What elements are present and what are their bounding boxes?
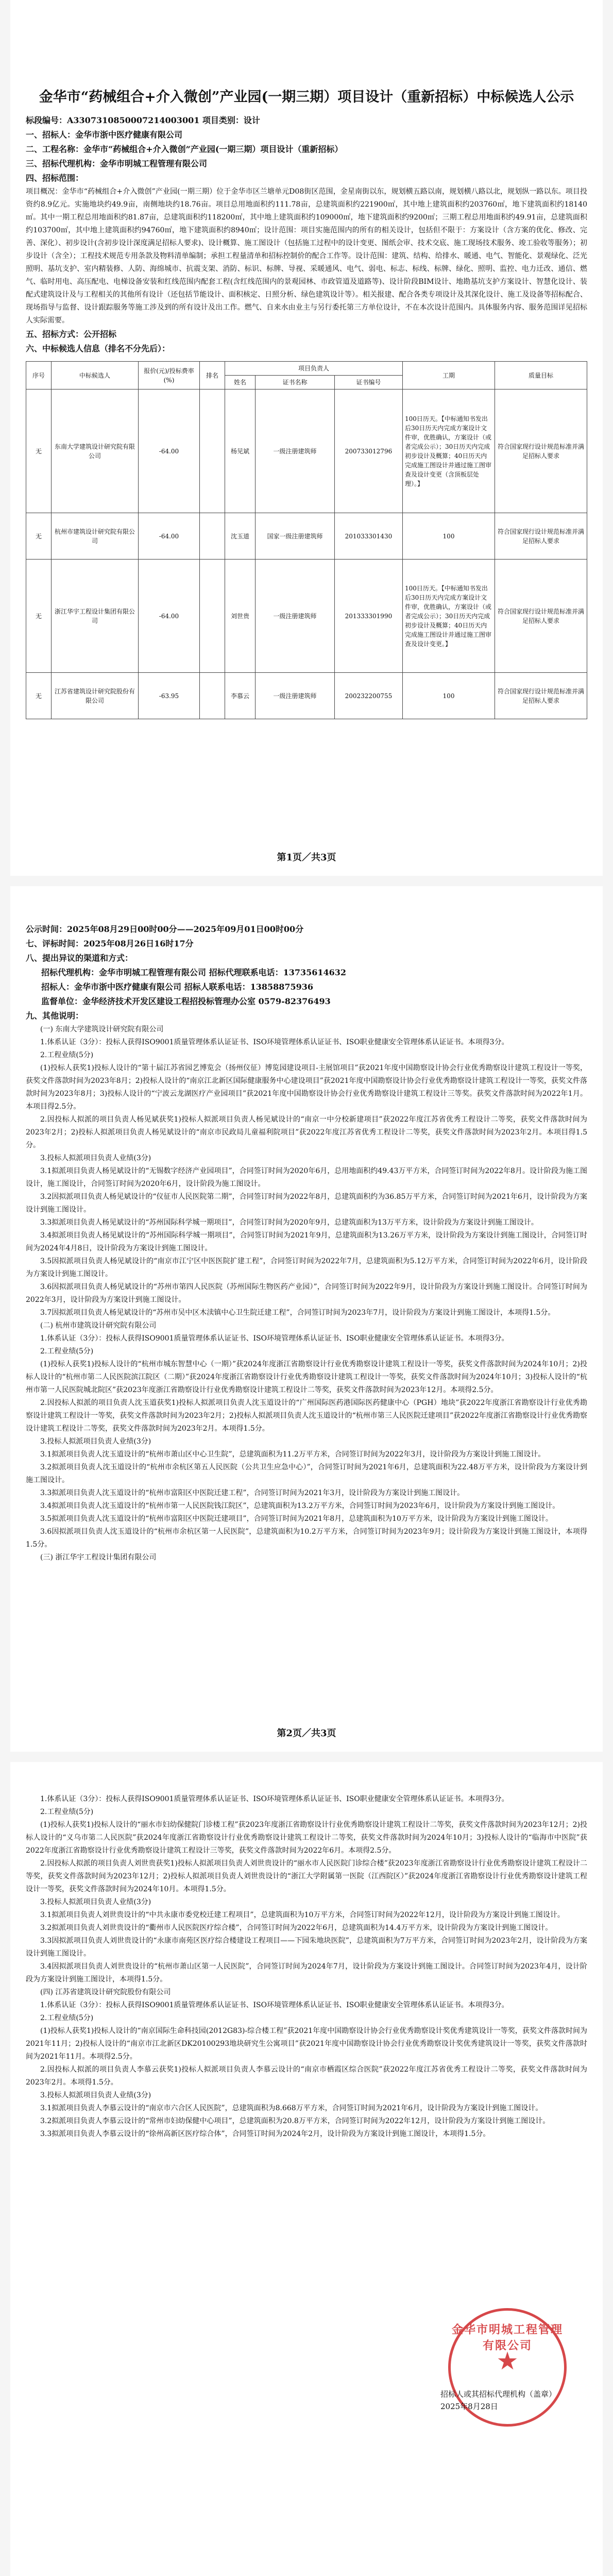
note-line: (1)投标人获奖1)投标人设计的“杭州市城东智慧中心（一期）”获2024年度浙江省勘察设计行业优秀勘察设计建筑工程设计一等奖，获奖文件落款时间为2024年10月；2)投标人设计的“杭州市第二人民医院滨江院区（二期）”获2024年度浙江省勘察设计行业优秀勘察设计建筑工程设计一等奖，获奖文件落款时间为2024年10月；3)投标人设计的“杭州市第一人民医院城北院区”获2023年度浙江省勘察设计行业优秀勘察设计建筑工程设计二等奖，获奖文件落款时间为2023年12月。本项得2.5分。: [26, 1360, 587, 1394]
cell-seq: 无: [26, 673, 52, 719]
note-line: 2.工程业绩(5分): [40, 1051, 94, 1059]
candidates-table: [26, 361, 587, 719]
document-page-1: [10, 0, 603, 876]
table-row: [26, 673, 587, 719]
note-line: 3.3因拟派项目负责人刘世贵设计的“永康市南苑区医疗综合楼建设工程项目——下园朱地块医院”，总建筑面积为7万平方米，合同签订时间为2023年2月，设计阶段为方案设计到施工图设计。: [26, 1937, 587, 1958]
note-line: 3.2拟派项目负责人李慕云设计的“常州市妇幼保健中心项目”，总建筑面积为20.8万平方米，合同签订时间为2022年12月，设计阶段为方案设计到施工图设计。: [40, 2117, 550, 2125]
cell-price: -63.95: [139, 673, 200, 719]
section-scope: 四、招标范围：: [26, 173, 84, 183]
cell-name: 杭州市建筑设计研究院有限公司: [52, 513, 139, 560]
page-title: 金华市“药械组合+介入微创”产业园(一期三期）项目设计（重新招标）中标候选人公示: [39, 89, 574, 105]
cell-seq: 无: [26, 513, 52, 560]
section-candidates: 六、中标候选人信息（排名不分先后）：: [26, 344, 171, 353]
note-line: 1.体系认证（3分）：投标人获得ISO9001质量管理体系认证证书、ISO环境管理体系认证证书、ISO职业健康安全管理体系认证证书。本项得3分。: [40, 1795, 509, 1803]
cell-price: -64.00: [139, 513, 200, 560]
th-rank: 排名: [200, 362, 225, 389]
seal-star-icon: ★: [496, 2347, 519, 2376]
note-line: 3.投标人拟派项目负责人业绩(3分): [40, 1154, 151, 1162]
cell-period: 100: [403, 673, 495, 719]
cell-cert: 一级注册建筑师: [256, 560, 335, 673]
note-line: 1.体系认证（3分）：投标人获得ISO9001质量管理体系认证证书、ISO环境管理体系认证证书、ISO职业健康安全管理体系认证证书。本项得3分。: [40, 1038, 509, 1046]
cell-price: -64.00: [139, 560, 200, 673]
signature-block: [440, 2388, 556, 2413]
cell-period: 100日历天。【中标通知书发出后30日历天内完成方案设计文件审，优胜确认，方案设计（或者完成公示）；30日历天内完成初步设计及概算；40日历天内完成施工图设计并通过施工图审查及设计变更。】: [403, 560, 495, 673]
note-line: 3.5因拟派项目负责人杨见斌设计的“南京市江宁区中医医院扩建工程”，合同签订时间为2022年7月，总建筑面积为5.12万平方米，合同签订时间为2022年6月，设计阶段为方案设计到施工图设计。: [26, 1257, 587, 1278]
cell-leader: 刘世贵: [225, 560, 256, 673]
note-line: 3.4拟派项目负责人沈玉道设计的“杭州市第一人民医院钱江院区”，总建筑面积为13.2万平方米，合同签订时间为2023年6月，设计阶段为方案设计到施工图设计。: [40, 1502, 560, 1510]
cell-rank: [200, 673, 225, 719]
note-line: 2.工程业绩(5分): [40, 2014, 94, 2022]
note-line: 3.3拟派项目负责人沈玉道设计的“杭州市富阳区中医院迁建工程”，合同签订时间为2021年3月，设计阶段为方案设计到施工图设计。: [40, 1489, 465, 1497]
th-seq: 序号: [26, 362, 52, 389]
note-line: 3.1拟派项目负责人杨见斌设计的“无锡数字经济产业园项目”，合同签订时间为2020年6月，总用地面积约49.43万平方米，合同签订时间为2022年8月。设计阶段为施工图设计，施工图设计，合同签订时间为2020年6月，设计阶段为施工图设计。: [26, 1167, 587, 1188]
section-other: 九、其他说明：: [26, 1011, 84, 1021]
note-line: 3.1拟派项目负责人沈玉道设计的“杭州市萧山区中心卫生院”，总建筑面积为11.2万平方米，合同签订时间为2022年3月，设计阶段为方案设计到施工图设计。: [40, 1450, 546, 1459]
cell-leader: 沈玉道: [225, 513, 256, 560]
signature-label: 招标人或其招标代理机构（盖章）: [440, 2389, 556, 2399]
cell-quality: 符合国家现行设计规范标准并满足招标人要求: [495, 389, 587, 513]
cell-cert: 国家一级注册建筑师: [256, 513, 335, 560]
cell-period: 100: [403, 513, 495, 560]
table-row: [26, 560, 587, 673]
section-method: 五、招标方式：公开招标: [26, 329, 117, 339]
note-line: (三) 浙江华宇工程设计集团有限公司: [40, 1553, 157, 1562]
cell-leader: 李慕云: [225, 673, 256, 719]
th-cert-name: 证书名称: [256, 376, 335, 389]
note-line: 3.1拟派项目负责人刘世贵设计的“中共永康市委党校迁建工程项目”，总建筑面积为10万平方米，合同签订时间为2022年12月，设计阶段为方案设计到施工图设计。: [40, 1911, 565, 1919]
signature-date: 2025年8月28日: [440, 2402, 498, 2411]
table-row: [26, 513, 587, 560]
note-line: 3.4拟派项目负责人杨见斌设计的“苏州国际科学城一期项目”，合同签订时间为2021年9月，总建筑面积为13.26万平方米，设计阶段为方案设计到施工图设计，合同签订时间为2024年4月8日，设计阶段为方案设计到施工图设计。: [26, 1231, 587, 1252]
note-line: 2.因投标人拟派的项目负责人杨见斌获奖1)投标人拟派项目负责人杨见斌设计的“南京一中分校新建项目”获2022年度江苏省优秀工程设计二等奖，获奖文件落款时间为2023年2月；2)投标人拟派项目负责人杨见斌设计的“南京市民政局儿童福利院项目”获2022年度江苏省优秀工程设计二等奖，获奖文件落款时间为2023年2月。本项目得1.5分。: [26, 1115, 587, 1149]
note-line: 3.2因拟派项目负责人杨见斌设计的“仪征市人民医院第二期”，合同签订时间为2022年8月，总建筑面积约为36.85万平方米，合同签订时间为2021年6月，设计阶段为方案设计到施工图设计。: [26, 1193, 587, 1214]
note-line: 3.6因拟派项目负责人杨见斌设计的“苏州市第四人民医院（苏州国际生物医药产业园）”，合同签订时间为2022年9月，设计阶段为方案设计到施工图设计。合同签订时间为2022年3月，设计阶段为方案设计到施工图设计。: [26, 1283, 587, 1304]
cell-cert-no: 201333301990: [334, 560, 402, 673]
note-line: 2.工程业绩(5分): [40, 1347, 94, 1355]
cell-cert-no: 200232200755: [334, 673, 402, 719]
cell-price: -64.00: [139, 389, 200, 513]
note-line: 3.2拟派项目负责人刘世贵设计的“衢州市人民医院医疗综合楼”，合同签订时间为2022年6月，总建筑面积为14.4万平方米，设计阶段为方案设计到施工图设计。: [40, 1924, 553, 1932]
note-line: 2.工程业绩(5分): [40, 1808, 94, 1816]
cell-seq: 无: [26, 389, 52, 513]
th-leader-name: 姓名: [225, 376, 256, 389]
cell-cert: 一级注册建筑师: [256, 389, 335, 513]
note-line: 2.因投标人拟派的项目负责人刘世贵获奖1)投标人拟派项目负责人刘世贵设计的“丽水市人民医院门诊综合楼”获2023年度浙江省勘察设计行业优秀勘察设计建筑工程设计二等奖，获奖文件落款时间为2023年12月；2)投标人拟派项目负责人刘世贵设计的“浙江大学附属第一医院（江西院区）”获2024年度浙江省勘察设计行业优秀勘察设计建筑工程设计一等奖，获奖文件落款时间为2024年10月。本项得1.5分。: [26, 1859, 587, 1893]
th-name: 中标候选人: [52, 362, 139, 389]
contact-supervisor: 监督单位：金华经济技术开发区建设工程招投标管理办公室 0579-82376493: [41, 996, 331, 1006]
note-line: (1)投标人获奖1)投标人设计的“南京国际生命科技园(2012G83)-综合楼工程”获2021年度中国勘察设计协会行业优秀勘察设计奖优秀建筑设计一等奖，获奖文件落款时间为2021年11月；2)投标人设计的“南京市江北新区DK20100293地块研究生公寓项目”获2021年度中国勘察设计协会行业优秀勘察设计奖优秀建筑设计一等奖，获奖文件落款时间为2021年11月。本项得2.5分。: [26, 2027, 587, 2061]
page-footer: 第2页／共3页: [277, 1728, 336, 1739]
note-line: 3.2拟派项目负责人沈玉道设计的“杭州市余杭区第五人民医院（公共卫生应急中心）”，合同签订时间为2021年6月，总建筑面积为22.48万平方米，设计阶段为方案设计到施工图设计。: [26, 1463, 587, 1484]
note-line: 3.投标人拟派项目负责人业绩(3分): [40, 1437, 151, 1446]
cell-rank: [200, 560, 225, 673]
th-period: 工期: [403, 362, 495, 389]
cell-cert: 一级注册建筑师: [256, 673, 335, 719]
other-notes-continued: [26, 1793, 587, 2141]
section-project-name: 二、工程名称：金华市“药械组合+介入微创”产业园(一期三期）项目设计（重新招标）: [26, 144, 343, 154]
cell-cert-no: 201033301430: [334, 513, 402, 560]
section-agency: 三、招标代理机构：金华市明城工程管理有限公司: [26, 159, 208, 168]
th-leader: 项目负责人: [225, 362, 403, 376]
cell-cert-no: 200733012796: [334, 389, 402, 513]
cell-name: 江苏省建筑设计研究院股份有限公司: [52, 673, 139, 719]
cell-quality: 符合国家现行设计规范标准并满足招标人要求: [495, 513, 587, 560]
note-line: (四) 江苏省建筑设计研究院股份有限公司: [40, 1988, 171, 1996]
section-number: 标段编号：A330731085000721400300​1 项目类别：设计: [26, 115, 260, 125]
note-line: 2.因投标人拟派的项目负责人沈玉道获奖1)投标人拟派项目负责人沈玉道设计的“广州国际医药港国际医药健康中心（PGH）地块”获2022年度浙江省勘察设计行业优秀勘察设计建筑工程设计一等奖，获奖文件落款时间为2023年2月；2)投标人拟派项目负责人沈玉道设计的“杭州市第三人民医院迁建项目”获2022年度浙江省勘察设计行业优秀勘察设计建筑工程设计二等奖，获奖文件落款时间为2023年2月。本项得1.5分。: [26, 1399, 587, 1433]
note-line: 3.4因拟派项目负责人刘世贵设计的“杭州市萧山区第一人民医院”，合同签订时间为2024年7月，设计阶段为方案设计到施工图设计。合同签订时间为2023年4月，设计阶段为方案设计到施工图设计，本项得1.5分。: [26, 1962, 587, 1984]
note-line: (一) 东南大学建筑设计研究院有限公司: [40, 1025, 164, 1033]
cell-seq: 无: [26, 560, 52, 673]
cell-period: 100日历天。【中标通知书发出后30日历天内完成方案设计文件审，优胜确认，方案设计（或者完成公示）；30日历天内完成初步设计及概算；40日历天内完成施工图设计并通过施工图审查及设计变更（含顶板层处理）。】: [403, 389, 495, 513]
cell-leader: 杨见斌: [225, 389, 256, 513]
cell-name: 浙江华宇工程设计集团有限公司: [52, 560, 139, 673]
th-quality: 质量目标: [495, 362, 587, 389]
cell-quality: 符合国家现行设计规范标准并满足招标人要求: [495, 560, 587, 673]
document-page-3: [10, 1762, 603, 2576]
page-footer: 第1页／共3页: [277, 852, 336, 863]
scope-text: 项目概况：金华市“药械组合+介入微创”产业园(一期三期）位于金华市区兰塘单元D08街区范围，金星南街以东，规划横五路以南，规划横八路以北，规划纵一路以东。项目投资约8.9亿元。实施地块约49.9亩，南侧地块约18.76亩。项目总用地面积约111.78亩，总建筑面积约221900㎡，其中地上建筑面积约203760㎡，地下建筑面积约18140㎡。其中一期工程总用地面积约81.87亩，总建筑面积约118200㎡，其中地上建筑面积约109000㎡，地下建筑面积约9200㎡；三期工程总用地面积约49.91亩，总建筑面积约103700㎡，其中地上建筑面积约94760㎡，地下建筑面积约8940㎡；设计范围：项目实施范围内的所有的相关设计，包括但不限于：方案设计（含方案的优化、修改、完善、深化）、初步设计(含初步设计深度满足招标人要求)、设计概算、施工图设计（包括施工过程中的设计变更、图纸会审、技术交底、施工现场技术服务、竣工验收等服务）；初步设计（含全）；工程技术规范专用条款及物料清单编制；承担工程量清单和招标控制价的配合工作等。设计范围：建筑、结构、给排水、暖通、电气、智能化、景观绿化、泛光照明、基坑支护、室内精装修、人防、海绵城市、抗震支架、消防、标识、标牌、导视、采暖通风、电气、弱电、标志、标线、标牌、绿化、照明、监控、电力迁改、通信、燃气、临时用电、高压配电、电梯设备安装和红线范围内配套工程(含红线范围内的景观园林、市政管道及道路等)、设计阶段BIM设计、地勘基坑支护方案设计、智慧化设计、装配式建筑设计及与工程相关的其他所有设计（还包括节能设计、面积核定、日照分析、绿色建筑设计等）。相关报建、配合各类专项设计及其深化设计、施工及设备等招标配合、现场指导与监督、设计跟踪服务等施工涉及到的所有设计及出工作。燃气、自来水由业主与另行委托第三方单位设计，不在本次设计范围内。具体服务内容、服务范围详见招标人实际需要。: [26, 188, 587, 325]
note-line: 2.因投标人拟派的项目负责人李慕云获奖1)投标人拟派项目负责人李慕云设计的“南京市栖霞区综合医院”获2022年度江苏省优秀工程设计二等奖，获奖文件落款时间为2023年2月。本项得1.5分。: [26, 2065, 587, 2087]
note-line: 3.投标人拟派项目负责人业绩(3分): [40, 1898, 151, 1906]
cell-name: 东南大学建筑设计研究院有限公司: [52, 389, 139, 513]
note-line: 3.1拟派项目负责人李慕云设计的“南京市六合区人民医院”，总建筑面积为8.668万平方米，合同签订时间为2021年6月，设计阶段为方案设计到施工图设计。: [40, 2104, 543, 2112]
section-objection: 八、提出异议的渠道和方式：: [26, 953, 133, 963]
note-line: 3.7因拟派项目负责人杨见斌设计的“苏州市吴中区木渎镇中心卫生院迁建工程”，合同签订时间为2023年7月，设计阶段为方案设计到施工图设计，本项得1.5分。: [40, 1309, 555, 1317]
publicity-time: 公示时间：2025年08月29日00时00分——2025年09月01日00时00分: [26, 924, 304, 934]
note-line: 3.3拟派项目负责人杨见斌设计的“苏州国际科学城一期项目”，合同签订时间为2020年9月，总建筑面积为13万平方米，设计阶段为方案设计到施工图设计。: [40, 1218, 538, 1227]
seal-text: 金华市明城工程管理有限公司: [451, 2323, 563, 2352]
note-line: 3.3拟派项目负责人李慕云设计的“徐州高新区医疗综合体”，合同签订时间为2024年2月，设计阶段为方案设计到施工图设计，本项得1.5分。: [40, 2130, 490, 2138]
th-cert-no: 证书编号: [334, 376, 402, 389]
contact-agency: 招标代理机构：金华市明城工程管理有限公司 招标代理联系电话：13735614632: [41, 968, 347, 977]
section-tenderer: 一、招标人：金华市浙中医疗健康有限公司: [26, 130, 183, 140]
table-row: [26, 389, 587, 513]
note-line: (二) 杭州市建筑设计研究院有限公司: [40, 1321, 157, 1330]
section-eval-time: 七、评标时间：2025年08月26日16时17分: [26, 939, 194, 948]
th-price: 报价(元)/投标费率(%): [139, 362, 200, 389]
other-notes: [26, 1023, 587, 1564]
note-line: 1.体系认证（3分）：投标人获得ISO9001质量管理体系认证证书、ISO环境管理体系认证证书、ISO职业健康安全管理体系认证证书。本项得3分。: [40, 1334, 509, 1343]
contact-tenderer: 招标人：金华市浙中医疗健康有限公司 招标人联系电话：13858875936: [41, 982, 314, 992]
note-line: 3.6因拟派项目负责人沈玉道设计的“杭州市余杭区第一人民医院”，总建筑面积为10.2万平方米，合同签订时间为2023年9月；设计阶段为方案设计到施工图设计，本项得1.5分。: [26, 1528, 587, 1549]
document-page-2: [10, 886, 603, 1752]
note-line: 1.体系认证（3分）：投标人获得ISO9001质量管理体系认证证书、ISO环境管理体系认证证书、ISO职业健康安全管理体系认证证书。本项得3分。: [40, 2001, 509, 2009]
note-line: 3.5拟派项目负责人沈玉道设计的“杭州市富阳区中医院迁建项目”，合同签订时间为2021年8月，总建筑面积为10万平方米，设计阶段为方案设计到施工图设计。: [40, 1515, 553, 1523]
cell-rank: [200, 389, 225, 513]
note-line: (1)投标人获奖1)投标人设计的“丽水市妇幼保健院门诊楼工程”获2023年度浙江省勘察设计行业优秀勘察设计建筑工程设计二等奖，获奖文件落款时间为2023年12月；2)投标人设计的“义乌市第二人民医院”获2024年度浙江省勘察设计行业优秀勘察设计建筑工程设计二等奖，获奖文件落款时间为2024年10月；3)投标人设计的“临海市中医院”获2022年度浙江省勘察设计行业优秀勘察设计建筑工程设计三等奖，获奖文件落款时间为2022年6月。本项得2.5分。: [26, 1821, 587, 1855]
cell-quality: 符合国家现行设计规范标准并满足招标人要求: [495, 673, 587, 719]
note-line: 3.投标人拟派项目负责人业绩(3分): [40, 2091, 151, 2099]
cell-rank: [200, 513, 225, 560]
note-line: (1)投标人获奖1)投标人设计的“第十届江苏省园艺博览会（扬州仪征）博览园建设项目-主展馆项目”获2021年度中国勘察设计协会行业优秀勘察设计建筑工程设计一等奖，获奖文件落款时间为2023年8月；2)投标人设计的“南京江北新区国际健康服务中心建设项目”获2021年度中国勘察设计协会行业优秀勘察设计建筑工程设计一等奖，获奖文件落款时间为2023年8月；3)投标人设计的“宁波云龙湖医疗产业园项目”获2021年度中国勘察设计协会行业优秀勘察设计建筑工程设计三等奖。获奖文件落款时间为2022年1月。本项目得2.5分。: [26, 1064, 587, 1111]
